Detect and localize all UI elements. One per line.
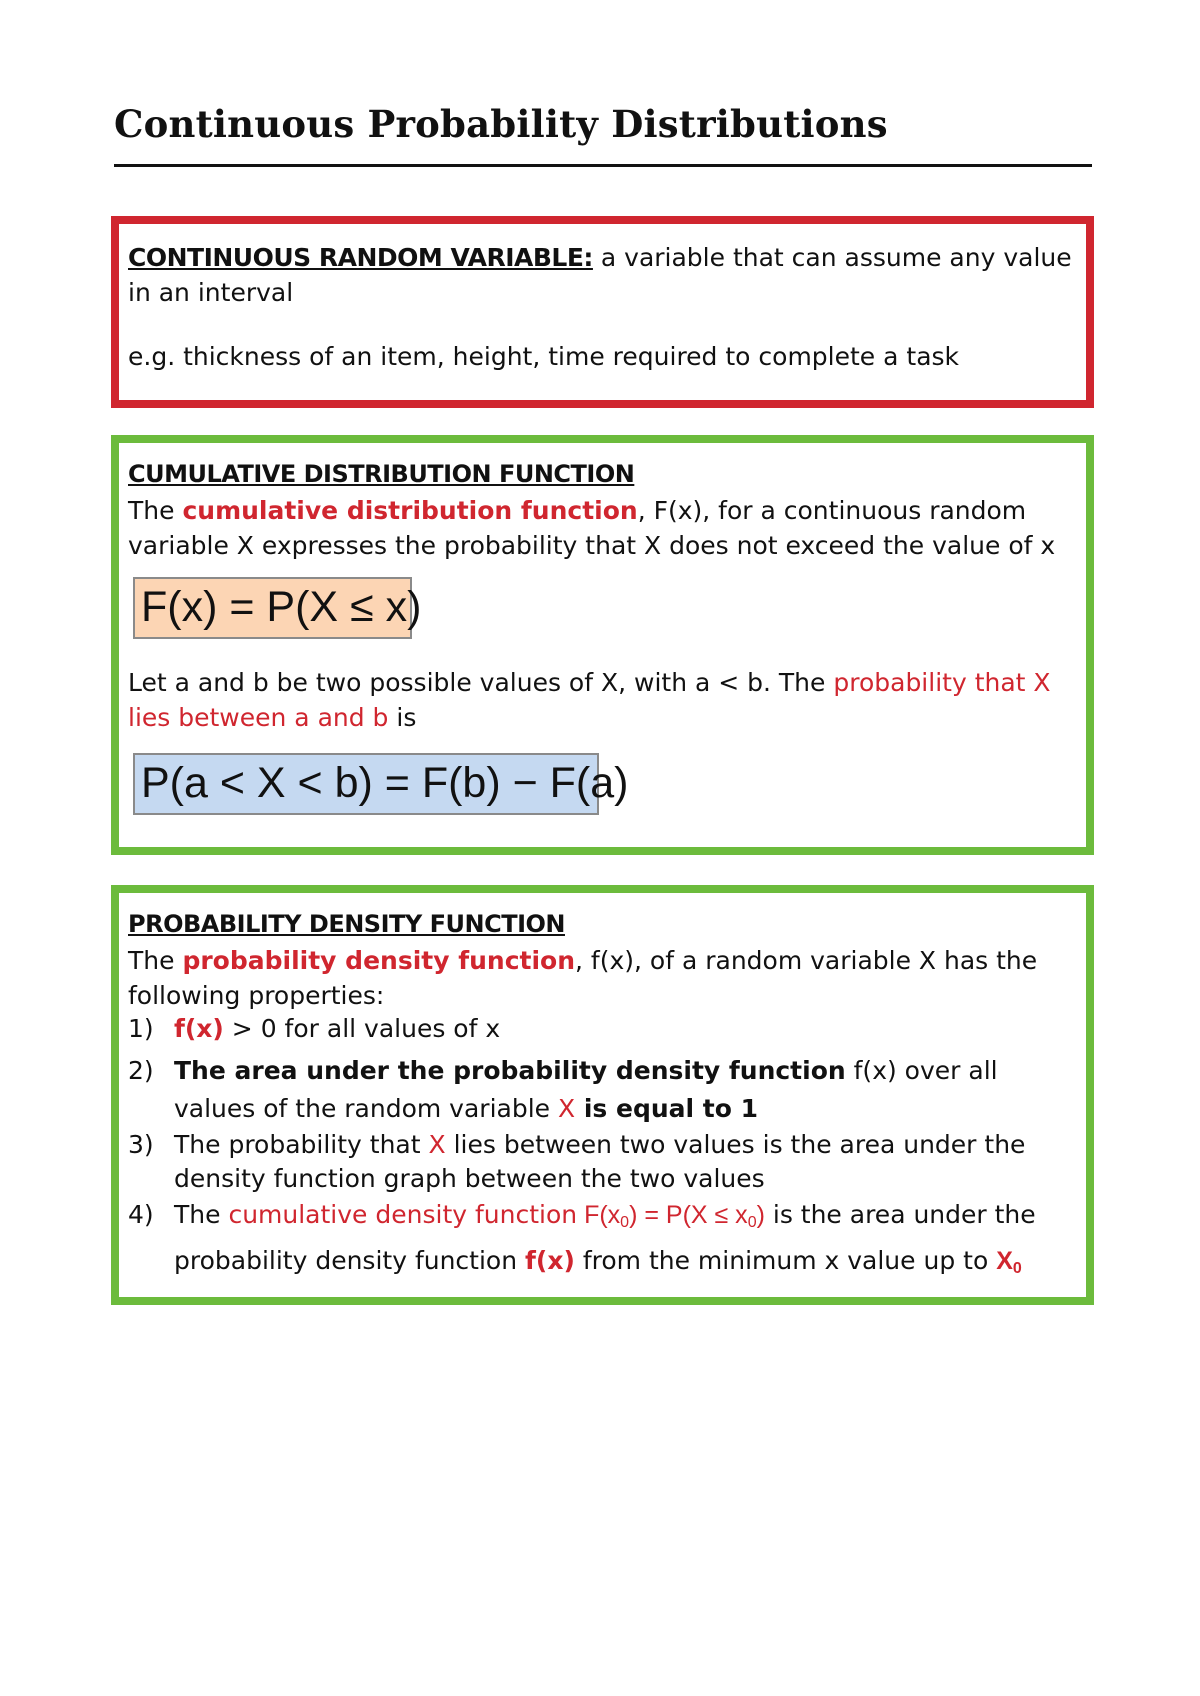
list-number: 2)	[128, 1056, 154, 1085]
crv-definition-text: a variable that can assume any value in an interval	[128, 243, 1072, 307]
cdf-intro-start: The	[128, 496, 183, 525]
pdf-intro	[128, 943, 1076, 1013]
cdf-heading-text: CUMULATIVE DISTRIBUTION FUNCTION	[128, 460, 635, 488]
pdf-heading	[128, 907, 1076, 942]
x0-subscript: 0	[1012, 1260, 1022, 1277]
fx-term: f(x)	[174, 1014, 224, 1043]
cdf-between-end: is	[388, 703, 417, 732]
cumulative-formula	[577, 1201, 765, 1229]
property-text-end: lies between two values is the area under the density function graph between the two values	[174, 1130, 1026, 1193]
cdf-between-text	[128, 665, 1076, 735]
probability-density-function-box	[111, 885, 1094, 1305]
formula-part: F(x	[577, 1201, 621, 1229]
property-bold-start: The area under the probability density function	[174, 1056, 846, 1085]
pdf-property-2	[128, 1052, 1076, 1128]
pdf-intro-end: , f(x), of a random variable X has the following properties:	[128, 946, 1038, 1010]
page-title: Continuous Probability Distributions	[114, 102, 888, 146]
cdf-formula: F(x) = P(X ≤ x)	[133, 577, 412, 639]
list-number: 1)	[128, 1014, 154, 1043]
crv-example: e.g. thickness of an item, height, time required to complete a task	[128, 342, 960, 371]
cdf-intro-end: , F(x), for a continuous random variable X expresses the probability that X does not exceed the value of x	[128, 496, 1056, 560]
cdf-between-highlight: probability that X lies between a and b	[128, 668, 1051, 732]
pdf-property-3	[128, 1128, 1076, 1196]
formula-subscript: 0	[620, 1214, 630, 1231]
crv-definition	[128, 240, 1076, 310]
pdf-property-4	[128, 1196, 1076, 1288]
pdf-properties-list	[128, 1012, 1076, 1288]
property-text-mid: is the area under the probability density function	[174, 1200, 1036, 1275]
cumulative-term: cumulative density function	[228, 1200, 578, 1229]
x0-term	[996, 1247, 1022, 1275]
property-text: f(x) over all values of the random variable	[174, 1056, 998, 1123]
cdf-between-start: Let a and b be two possible values of X, with a < b. The	[128, 668, 834, 697]
cdf-heading	[128, 457, 1076, 492]
fx-term: f(x)	[525, 1246, 575, 1275]
pdf-heading-text: PROBABILITY DENSITY FUNCTION	[128, 910, 565, 938]
cdf-term: cumulative distribution function	[182, 496, 638, 525]
formula-part: )	[756, 1201, 765, 1229]
pdf-property-1	[128, 1012, 1076, 1046]
pdf-term: probability density function	[182, 946, 576, 975]
pdf-intro-start: The	[128, 946, 183, 975]
x0-letter: X	[996, 1247, 1013, 1275]
crv-heading: CONTINUOUS RANDOM VARIABLE:	[128, 243, 593, 272]
list-number: 4)	[128, 1200, 154, 1229]
property-text-start: The probability that	[174, 1130, 429, 1159]
variable-x: X	[557, 1094, 576, 1123]
title-underline	[114, 164, 1092, 167]
property-text: > 0 for all values of x	[223, 1014, 501, 1043]
variable-x: X	[428, 1130, 446, 1159]
property-bold-end: is equal to 1	[575, 1094, 758, 1123]
formula-subscript: 0	[747, 1214, 757, 1231]
list-number: 3)	[128, 1130, 154, 1159]
cdf-intro	[128, 493, 1076, 563]
interval-probability-formula: P(a < X < b) = F(b) − F(a)	[133, 753, 599, 815]
property-text-end: from the minimum x value up to	[574, 1246, 997, 1275]
continuous-random-variable-box	[111, 216, 1094, 408]
cumulative-distribution-function-box	[111, 435, 1094, 855]
property-text-start: The	[174, 1200, 229, 1229]
formula-part: ) = P(X ≤ x	[629, 1201, 748, 1229]
